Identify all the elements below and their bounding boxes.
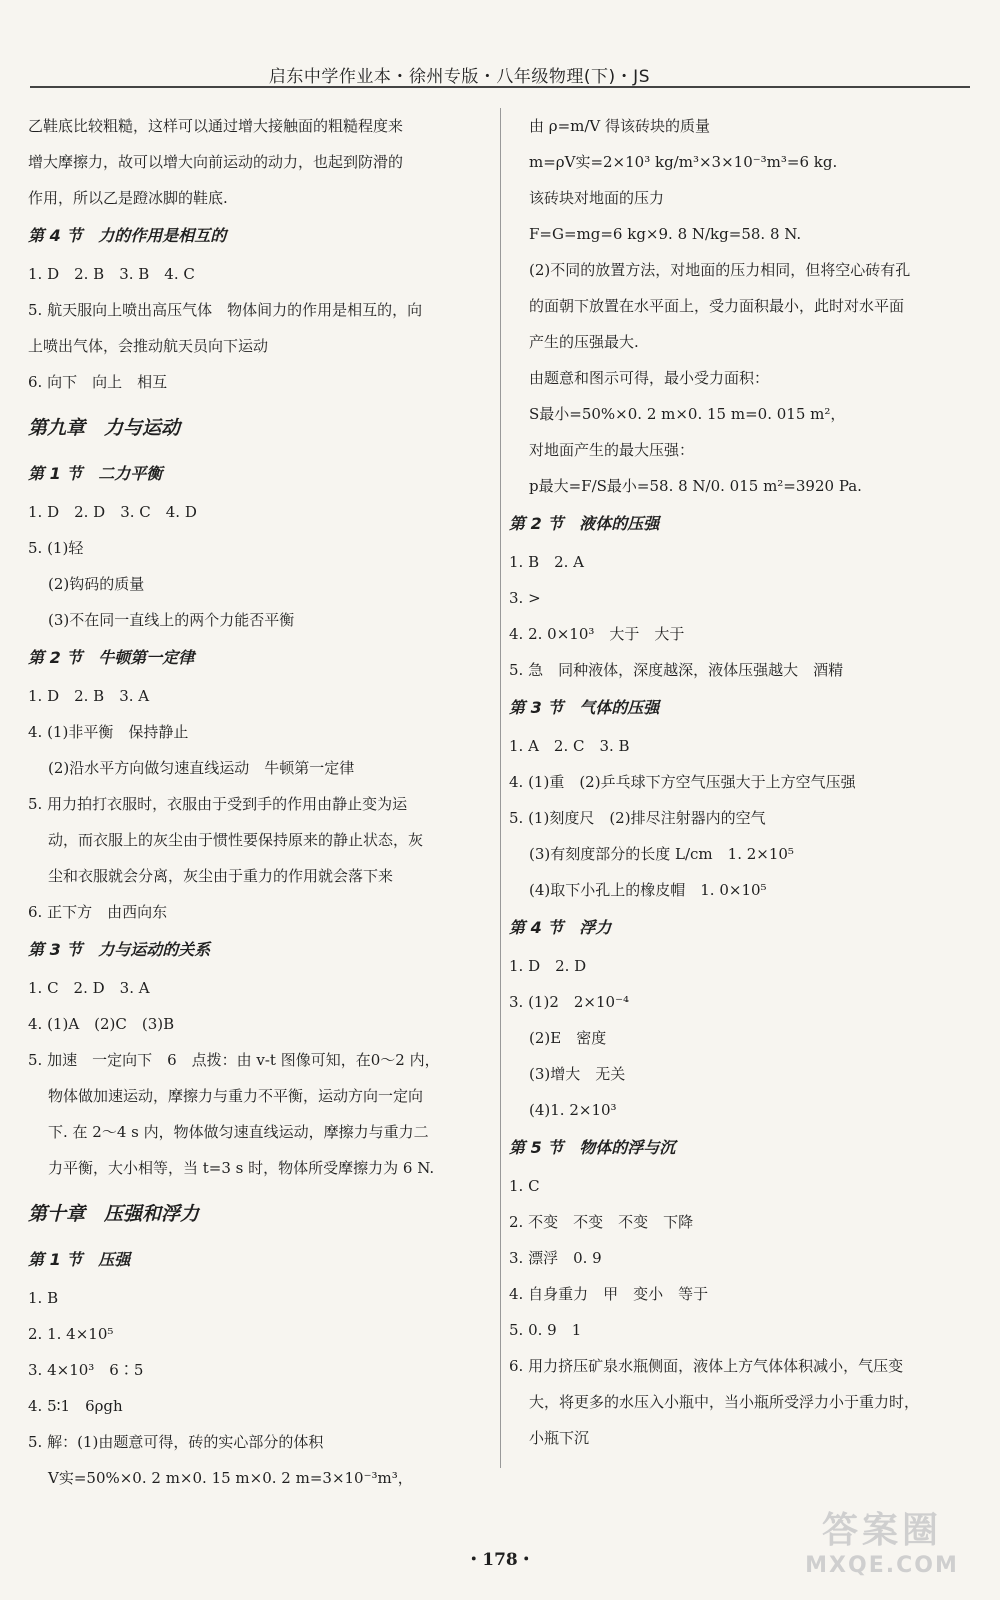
header-title: 启东中学作业本・徐州专版・八年级物理(下)・JS xyxy=(268,67,650,87)
answer-line: 5. 急 同种液体，深度越深，液体压强越大 酒精 xyxy=(509,661,844,679)
answer-line: 1. D 2. B 3. B 4. C xyxy=(28,265,195,283)
answer-line: 1. D 2. D 3. C 4. D xyxy=(28,503,197,521)
answer-line: V实=50%×0. 2 m×0. 15 m×0. 2 m=3×10⁻³m³， xyxy=(48,1469,413,1487)
answer-line: 5. 用力拍打衣服时，衣服由于受到手的作用由静止变为运 xyxy=(28,795,408,813)
answer-line: 4. (1)A (2)C (3)B xyxy=(28,1015,175,1033)
answer-line: 4. 自身重力 甲 变小 等于 xyxy=(509,1285,709,1303)
answer-line: 4. (1)重 (2)乒乓球下方空气压强大于上方空气压强 xyxy=(509,773,856,791)
answer-line: 1. B 2. A xyxy=(509,553,585,571)
answer-line: 4. 2. 0×10³ 大于 大于 xyxy=(509,625,685,643)
right-column xyxy=(500,108,979,1468)
section-heading: 第 1 节 二力平衡 xyxy=(28,464,163,483)
answer-line: 1. C xyxy=(509,1177,540,1195)
answer-line: 3. 漂浮 0. 9 xyxy=(509,1249,602,1267)
answer-line: 1. C 2. D 3. A xyxy=(28,979,150,997)
answer-line: 尘和衣服就会分离，灰尘由于重力的作用就会落下来 xyxy=(48,867,394,885)
answer-line: 小瓶下沉 xyxy=(529,1429,590,1447)
answer-line: 上喷出气体，会推动航天员向下运动 xyxy=(28,337,269,355)
answer-line: F=G=mg=6 kg×9. 8 N/kg=58. 8 N. xyxy=(529,225,802,243)
running-header xyxy=(30,62,970,88)
answer-line: 作用，所以乙是蹬冰脚的鞋底. xyxy=(28,189,228,207)
answer-line: 1. B xyxy=(28,1289,59,1307)
answer-line: (2)钩码的质量 xyxy=(48,575,145,593)
answer-line: 6. 用力挤压矿泉水瓶侧面，液体上方气体体积减小，气压变 xyxy=(509,1357,904,1375)
answer-line: (4)取下小孔上的橡皮帽 1. 0×10⁵ xyxy=(529,881,767,899)
answer-line: 产生的压强最大. xyxy=(529,333,639,351)
answer-line: 4. (1)非平衡 保持静止 xyxy=(28,723,189,741)
answer-line: (2)E 密度 xyxy=(529,1029,607,1047)
answer-line: 6. 正下方 由西向东 xyxy=(28,903,168,921)
answer-line: 5. (1)刻度尺 (2)排尽注射器内的空气 xyxy=(509,809,766,827)
left-column xyxy=(28,108,468,1496)
answer-line: 3. > xyxy=(509,589,541,607)
chapter-heading: 第九章 力与运动 xyxy=(28,417,181,439)
section-heading: 第 4 节 力的作用是相互的 xyxy=(28,226,227,245)
section-heading: 第 3 节 力与运动的关系 xyxy=(28,940,211,959)
answer-line: 5. 解：(1)由题意可得，砖的实心部分的体积 xyxy=(28,1433,324,1451)
answer-line: p最大=F/S最小=58. 8 N/0. 015 m²=3920 Pa. xyxy=(529,477,862,495)
section-heading: 第 2 节 液体的压强 xyxy=(509,514,660,533)
answer-line: 下. 在 2～4 s 内，物体做匀速直线运动，摩擦力与重力二 xyxy=(48,1123,429,1141)
answer-line: 该砖块对地面的压力 xyxy=(529,189,665,207)
answer-line: (3)不在同一直线上的两个力能否平衡 xyxy=(48,611,295,629)
answer-line: 1. D 2. B 3. A xyxy=(28,687,150,705)
answer-line: 大，将更多的水压入小瓶中，当小瓶所受浮力小于重力时， xyxy=(529,1393,920,1411)
answer-line: 3. (1)2 2×10⁻⁴ xyxy=(509,993,630,1011)
answer-line: 5. (1)轻 xyxy=(28,539,84,557)
watermark-line1: 答案圈 xyxy=(821,1510,942,1551)
answer-line: 4. 5∶1 6ρgh xyxy=(28,1397,123,1415)
chapter-heading: 第十章 压强和浮力 xyxy=(28,1203,200,1225)
section-heading: 第 5 节 物体的浮与沉 xyxy=(509,1138,676,1157)
answer-line: 对地面产生的最大压强： xyxy=(529,441,695,459)
answer-line: 2. 不变 不变 不变 下降 xyxy=(509,1213,694,1231)
answer-line: 力平衡，大小相等，当 t=3 s 时，物体所受摩擦力为 6 N. xyxy=(48,1159,435,1177)
section-heading: 第 3 节 气体的压强 xyxy=(509,698,660,717)
answer-line: (2)不同的放置方法，对地面的压力相同，但将空心砖有孔 xyxy=(529,261,911,279)
watermark-line2: MXQE.COM xyxy=(805,1553,959,1578)
answer-line: (3)增大 无关 xyxy=(529,1065,626,1083)
answer-line: 1. D 2. D xyxy=(509,957,587,975)
answer-line: 5. 0. 9 1 xyxy=(509,1321,582,1339)
answer-line: 1. A 2. C 3. B xyxy=(509,737,630,755)
answer-line: 物体做加速运动，摩擦力与重力不平衡，运动方向一定向 xyxy=(48,1087,424,1105)
answer-line: 5. 航天服向上喷出高压气体 物体间力的作用是相互的，向 xyxy=(28,301,423,319)
section-heading: 第 1 节 压强 xyxy=(28,1250,131,1269)
watermark-logo xyxy=(782,1502,982,1582)
answer-line: (3)有刻度部分的长度 L/cm 1. 2×10⁵ xyxy=(529,845,794,863)
answer-line: m=ρV实=2×10³ kg/m³×3×10⁻³m³=6 kg. xyxy=(529,153,838,171)
answer-line: 6. 向下 向上 相互 xyxy=(28,373,168,391)
answer-line: 动，而衣服上的灰尘由于惯性要保持原来的静止状态，灰 xyxy=(48,831,424,849)
page-number: ・178・ xyxy=(465,1550,535,1570)
answer-line: 增大摩擦力，故可以增大向前运动的动力，也起到防滑的 xyxy=(28,153,404,171)
answer-line: 2. 1. 4×10⁵ xyxy=(28,1325,114,1343)
answer-line: 5. 加速 一定向下 6 点拨：由 v-t 图像可知，在0～2 内， xyxy=(28,1051,440,1069)
answer-line: 的面朝下放置在水平面上，受力面积最小，此时对水平面 xyxy=(529,297,905,315)
section-heading: 第 4 节 浮力 xyxy=(509,918,612,937)
answer-line: 乙鞋底比较粗糙，这样可以通过增大接触面的粗糙程度来 xyxy=(28,117,404,135)
section-heading: 第 2 节 牛顿第一定律 xyxy=(28,648,195,667)
answer-line: S最小=50%×0. 2 m×0. 15 m=0. 015 m²， xyxy=(529,405,846,423)
answer-line: 由 ρ=m/V 得该砖块的质量 xyxy=(529,117,711,135)
answer-line: (2)沿水平方向做匀速直线运动 牛顿第一定律 xyxy=(48,759,355,777)
answer-line: 由题意和图示可得，最小受力面积： xyxy=(529,369,770,387)
answer-line: 3. 4×10³ 6∶5 xyxy=(28,1361,144,1379)
answer-line: (4)1. 2×10³ xyxy=(529,1101,617,1119)
